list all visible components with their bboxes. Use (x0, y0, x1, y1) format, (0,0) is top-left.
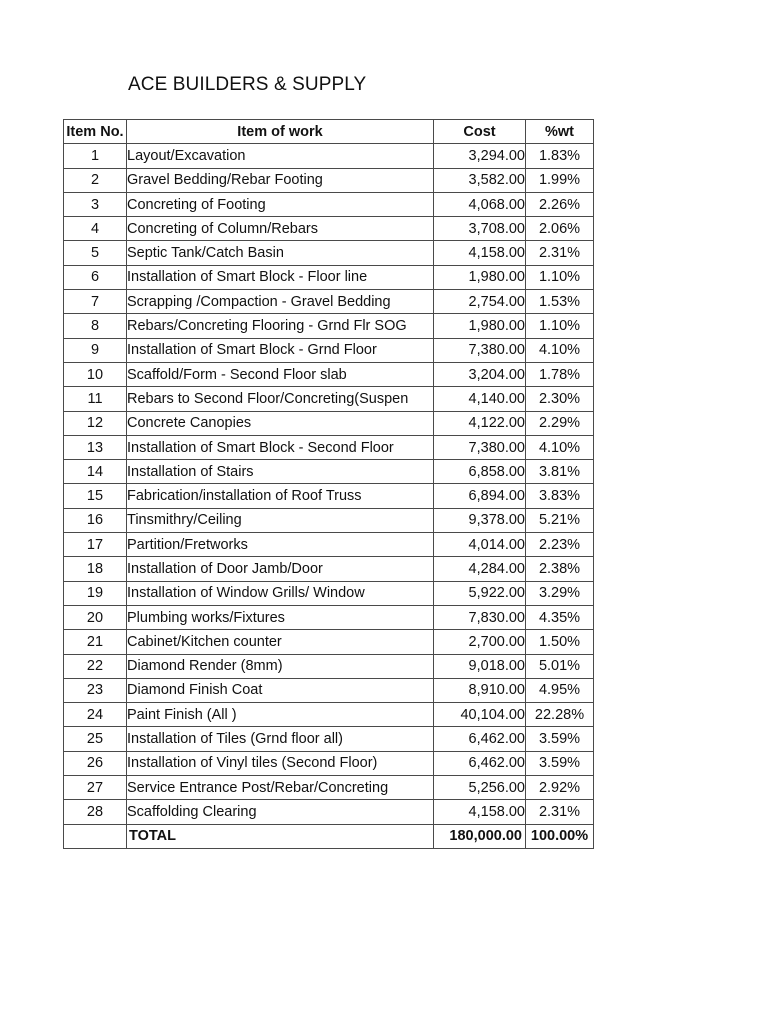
percent-weight-cell: 3.59% (526, 751, 594, 775)
percent-weight-cell: 3.29% (526, 581, 594, 605)
percent-weight-cell: 1.10% (526, 314, 594, 338)
cost-cell: 9,018.00 (434, 654, 526, 678)
item-number-cell: 7 (64, 290, 127, 314)
item-number-cell: 28 (64, 800, 127, 824)
item-of-work-cell: Scaffold/Form - Second Floor slab (127, 362, 434, 386)
table-row (64, 678, 594, 702)
item-of-work-cell: Rebars/Concreting Flooring - Grnd Flr SOG (127, 314, 434, 338)
table-row (64, 654, 594, 678)
percent-weight-cell: 1.10% (526, 265, 594, 289)
cost-cell: 1,980.00 (434, 265, 526, 289)
cost-cell: 4,068.00 (434, 192, 526, 216)
percent-weight-cell: 2.30% (526, 387, 594, 411)
item-number-cell: 8 (64, 314, 127, 338)
percent-weight-cell: 1.78% (526, 362, 594, 386)
table-row (64, 727, 594, 751)
percent-weight-cell: 2.38% (526, 557, 594, 581)
percent-weight-cell: 1.53% (526, 290, 594, 314)
cost-cell: 9,378.00 (434, 508, 526, 532)
cost-cell: 2,700.00 (434, 630, 526, 654)
header-item-no: Item No. (64, 120, 127, 144)
cost-cell: 5,256.00 (434, 776, 526, 800)
item-of-work-cell: Paint Finish (All ) (127, 703, 434, 727)
item-of-work-cell: Service Entrance Post/Rebar/Concreting (127, 776, 434, 800)
table-row (64, 776, 594, 800)
cost-cell: 7,380.00 (434, 435, 526, 459)
percent-weight-cell: 2.26% (526, 192, 594, 216)
item-number-cell: 16 (64, 508, 127, 532)
item-of-work-cell: Installation of Door Jamb/Door (127, 557, 434, 581)
item-of-work-cell: Concrete Canopies (127, 411, 434, 435)
percent-weight-cell: 4.35% (526, 605, 594, 629)
item-number-cell: 22 (64, 654, 127, 678)
item-number-cell: 26 (64, 751, 127, 775)
header-item-of-work: Item of work (127, 120, 434, 144)
item-number-cell: 10 (64, 362, 127, 386)
cost-cell: 4,158.00 (434, 800, 526, 824)
cost-cell: 6,462.00 (434, 751, 526, 775)
percent-weight-cell: 2.29% (526, 411, 594, 435)
table-row (64, 338, 594, 362)
cost-cell: 1,980.00 (434, 314, 526, 338)
item-of-work-cell: Plumbing works/Fixtures (127, 605, 434, 629)
table-row (64, 411, 594, 435)
item-of-work-cell: Scaffolding Clearing (127, 800, 434, 824)
table-row (64, 605, 594, 629)
cost-cell: 3,708.00 (434, 217, 526, 241)
item-of-work-cell: Layout/Excavation (127, 144, 434, 168)
item-of-work-cell: Concreting of Footing (127, 192, 434, 216)
cost-cell: 4,140.00 (434, 387, 526, 411)
cost-cell: 4,158.00 (434, 241, 526, 265)
item-number-cell: 19 (64, 581, 127, 605)
item-number-cell: 15 (64, 484, 127, 508)
cost-cell: 8,910.00 (434, 678, 526, 702)
percent-weight-cell: 3.81% (526, 460, 594, 484)
table-row (64, 508, 594, 532)
item-number-cell: 17 (64, 533, 127, 557)
cost-cell: 6,858.00 (434, 460, 526, 484)
total-percent: 100.00% (526, 824, 594, 848)
item-number-cell: 2 (64, 168, 127, 192)
percent-weight-cell: 4.10% (526, 435, 594, 459)
cost-cell: 4,014.00 (434, 533, 526, 557)
cost-breakdown-table (63, 119, 594, 849)
percent-weight-cell: 1.50% (526, 630, 594, 654)
item-of-work-cell: Partition/Fretworks (127, 533, 434, 557)
table-row (64, 217, 594, 241)
cost-cell: 3,294.00 (434, 144, 526, 168)
table-row (64, 557, 594, 581)
table-row (64, 630, 594, 654)
table-row (64, 533, 594, 557)
item-of-work-cell: Diamond Finish Coat (127, 678, 434, 702)
item-of-work-cell: Installation of Tiles (Grnd floor all) (127, 727, 434, 751)
item-number-cell: 9 (64, 338, 127, 362)
cost-cell: 5,922.00 (434, 581, 526, 605)
table-header-row (64, 120, 594, 144)
item-of-work-cell: Concreting of Column/Rebars (127, 217, 434, 241)
header-cost: Cost (434, 120, 526, 144)
item-of-work-cell: Gravel Bedding/Rebar Footing (127, 168, 434, 192)
percent-weight-cell: 5.01% (526, 654, 594, 678)
item-of-work-cell: Septic Tank/Catch Basin (127, 241, 434, 265)
item-of-work-cell: Rebars to Second Floor/Concreting(Suspen (127, 387, 434, 411)
percent-weight-cell: 4.10% (526, 338, 594, 362)
percent-weight-cell: 3.83% (526, 484, 594, 508)
item-number-cell: 23 (64, 678, 127, 702)
percent-weight-cell: 1.99% (526, 168, 594, 192)
percent-weight-cell: 2.23% (526, 533, 594, 557)
percent-weight-cell: 2.06% (526, 217, 594, 241)
cost-cell: 3,204.00 (434, 362, 526, 386)
table-row (64, 800, 594, 824)
cost-cell: 7,380.00 (434, 338, 526, 362)
total-number-cell (64, 824, 127, 848)
percent-weight-cell: 2.31% (526, 241, 594, 265)
percent-weight-cell: 1.83% (526, 144, 594, 168)
percent-weight-cell: 2.92% (526, 776, 594, 800)
total-label: TOTAL (127, 824, 434, 848)
item-number-cell: 14 (64, 460, 127, 484)
item-of-work-cell: Diamond Render (8mm) (127, 654, 434, 678)
item-number-cell: 3 (64, 192, 127, 216)
item-of-work-cell: Cabinet/Kitchen counter (127, 630, 434, 654)
item-of-work-cell: Scrapping /Compaction - Gravel Bedding (127, 290, 434, 314)
item-number-cell: 20 (64, 605, 127, 629)
item-number-cell: 13 (64, 435, 127, 459)
item-of-work-cell: Tinsmithry/Ceiling (127, 508, 434, 532)
table-row (64, 751, 594, 775)
table-row (64, 241, 594, 265)
cost-cell: 7,830.00 (434, 605, 526, 629)
item-of-work-cell: Installation of Stairs (127, 460, 434, 484)
cost-cell: 3,582.00 (434, 168, 526, 192)
table-row (64, 387, 594, 411)
item-number-cell: 27 (64, 776, 127, 800)
item-of-work-cell: Installation of Smart Block - Second Floor (127, 435, 434, 459)
percent-weight-cell: 4.95% (526, 678, 594, 702)
total-row (64, 824, 594, 848)
cost-cell: 4,284.00 (434, 557, 526, 581)
cost-cell: 40,104.00 (434, 703, 526, 727)
table-row (64, 435, 594, 459)
document-title: ACE BUILDERS & SUPPLY (128, 74, 367, 95)
item-of-work-cell: Fabrication/installation of Roof Truss (127, 484, 434, 508)
table-row (64, 703, 594, 727)
item-number-cell: 24 (64, 703, 127, 727)
header-percent-weight: %wt (526, 120, 594, 144)
percent-weight-cell: 5.21% (526, 508, 594, 532)
percent-weight-cell: 22.28% (526, 703, 594, 727)
cost-cell: 6,894.00 (434, 484, 526, 508)
total-cost: 180,000.00 (434, 824, 526, 848)
table-row (64, 460, 594, 484)
item-of-work-cell: Installation of Vinyl tiles (Second Floor) (127, 751, 434, 775)
table-row (64, 581, 594, 605)
table-row (64, 168, 594, 192)
table-row (64, 314, 594, 338)
table-row (64, 362, 594, 386)
table-row (64, 192, 594, 216)
item-number-cell: 5 (64, 241, 127, 265)
item-of-work-cell: Installation of Smart Block - Grnd Floor (127, 338, 434, 362)
item-number-cell: 6 (64, 265, 127, 289)
table-row (64, 290, 594, 314)
table-row (64, 144, 594, 168)
table-row (64, 484, 594, 508)
item-number-cell: 4 (64, 217, 127, 241)
item-number-cell: 21 (64, 630, 127, 654)
cost-cell: 2,754.00 (434, 290, 526, 314)
cost-cell: 4,122.00 (434, 411, 526, 435)
item-of-work-cell: Installation of Window Grills/ Window (127, 581, 434, 605)
item-number-cell: 25 (64, 727, 127, 751)
item-of-work-cell: Installation of Smart Block - Floor line (127, 265, 434, 289)
item-number-cell: 1 (64, 144, 127, 168)
percent-weight-cell: 3.59% (526, 727, 594, 751)
percent-weight-cell: 2.31% (526, 800, 594, 824)
item-number-cell: 11 (64, 387, 127, 411)
item-number-cell: 12 (64, 411, 127, 435)
cost-cell: 6,462.00 (434, 727, 526, 751)
table-row (64, 265, 594, 289)
item-number-cell: 18 (64, 557, 127, 581)
table-body (64, 144, 594, 849)
